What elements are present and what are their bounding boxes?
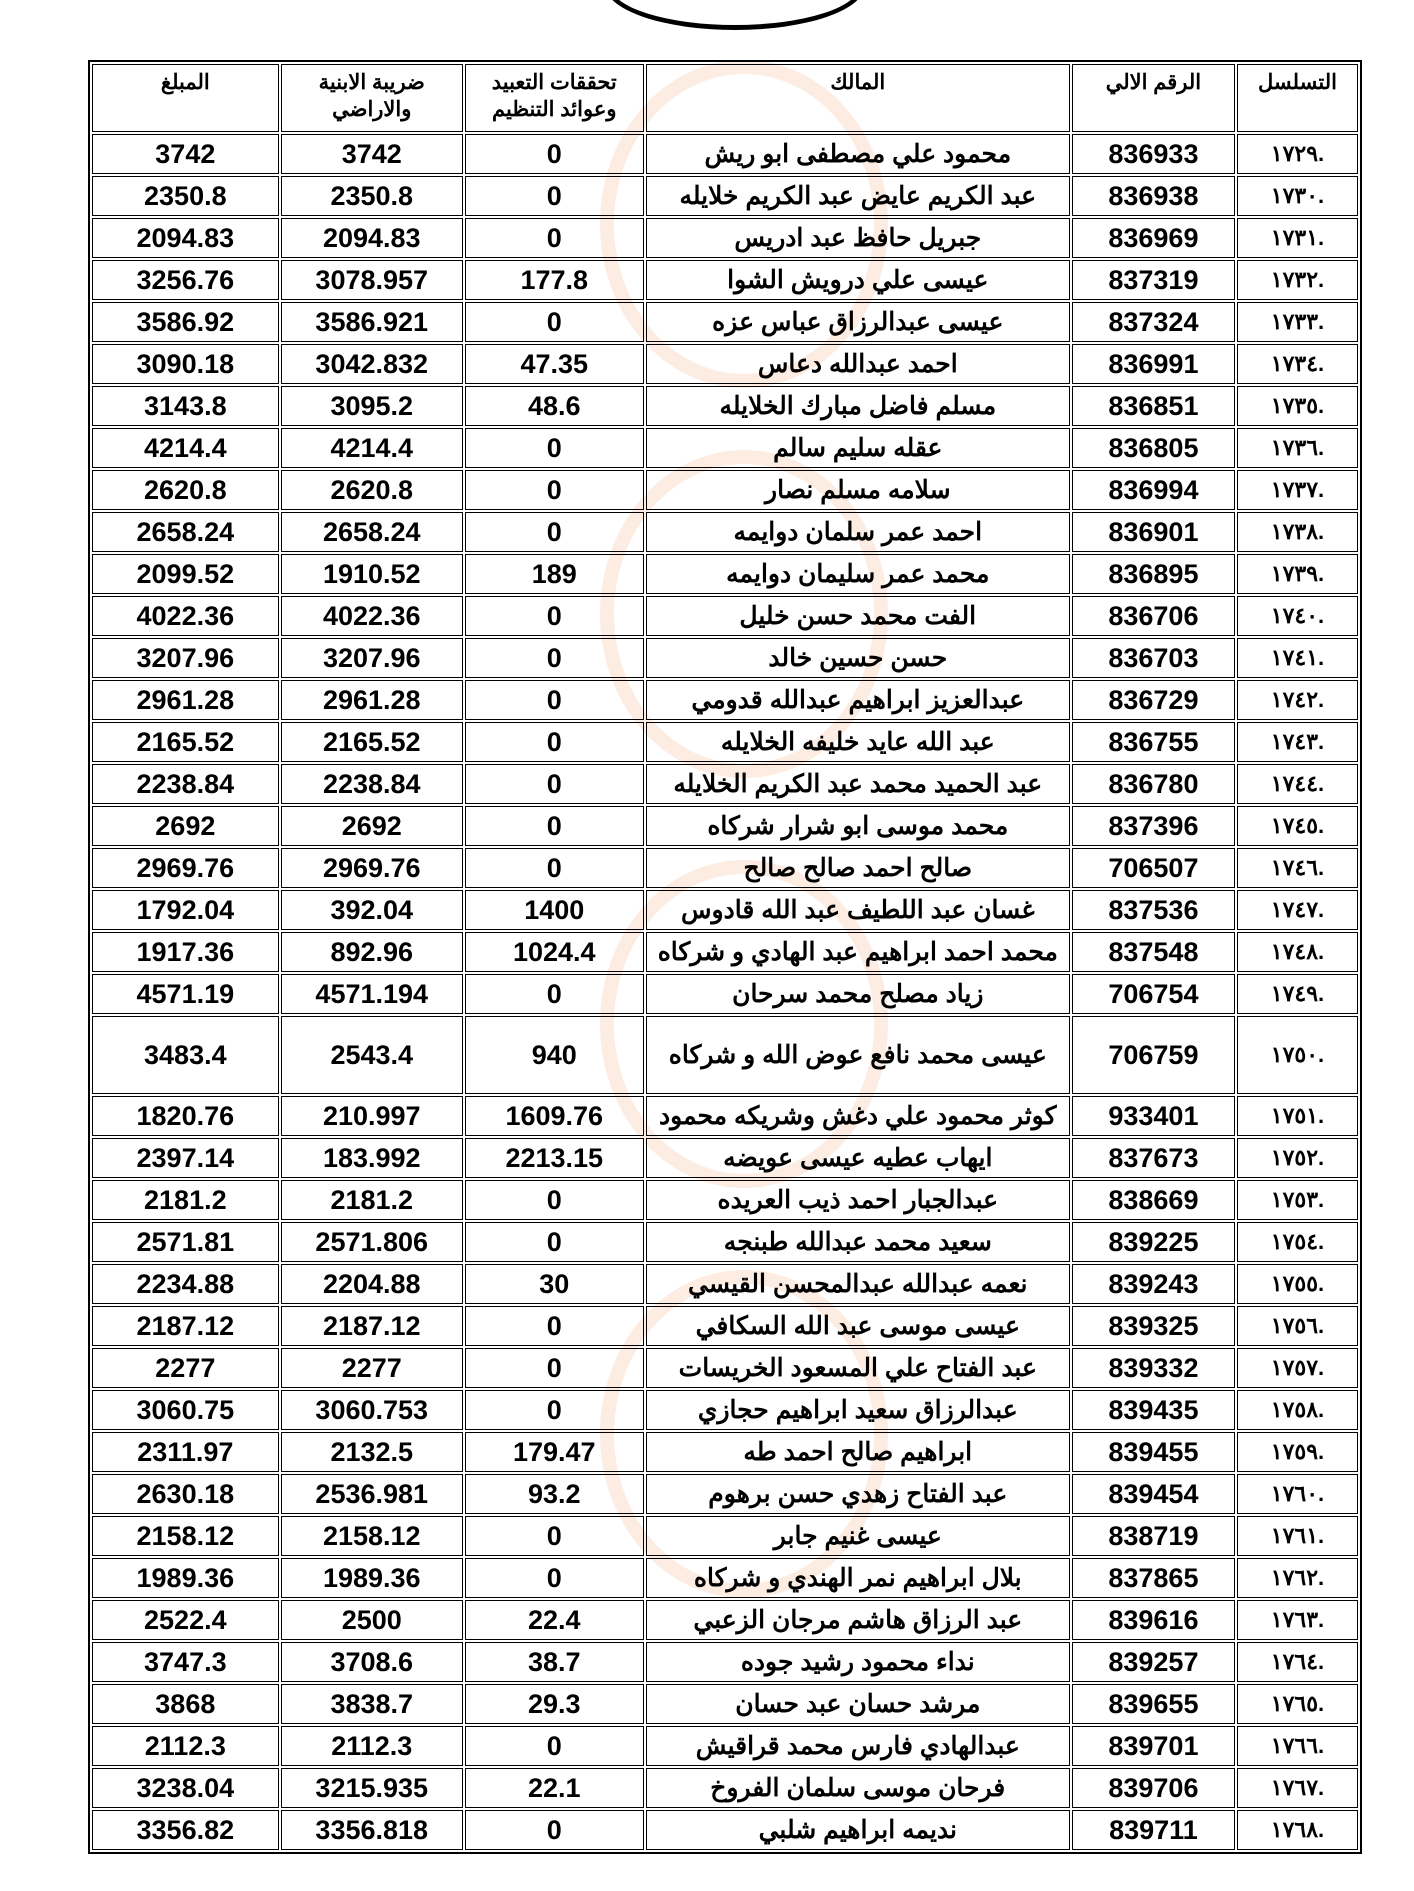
cell-seq: .١٧٦٥ <box>1237 1684 1358 1724</box>
table-row <box>92 470 1358 510</box>
cell-amount: 3742 <box>92 134 279 174</box>
cell-amount: 2658.24 <box>92 512 279 552</box>
cell-id: 836895 <box>1072 554 1235 594</box>
header-id: الرقم الالي <box>1072 64 1235 132</box>
cell-seq: .١٧٤١ <box>1237 638 1358 678</box>
table-row <box>92 260 1358 300</box>
cell-fees: 0 <box>465 974 644 1014</box>
cell-tax: 183.992 <box>281 1138 463 1178</box>
table-row <box>92 1474 1358 1514</box>
cell-id: 839455 <box>1072 1432 1235 1472</box>
cell-id: 836706 <box>1072 596 1235 636</box>
table-row <box>92 680 1358 720</box>
cell-tax: 892.96 <box>281 932 463 972</box>
cell-owner: عبد الكريم عايض عبد الكريم خلايله <box>646 176 1070 216</box>
cell-id: 836805 <box>1072 428 1235 468</box>
cell-seq: .١٧٥٧ <box>1237 1348 1358 1388</box>
cell-owner: عيسى علي درويش الشوا <box>646 260 1070 300</box>
cell-id: 836938 <box>1072 176 1235 216</box>
cell-owner: محمود علي مصطفى ابو ريش <box>646 134 1070 174</box>
cell-seq: .١٧٣١ <box>1237 218 1358 258</box>
cell-id: 837536 <box>1072 890 1235 930</box>
cell-amount: 2238.84 <box>92 764 279 804</box>
cell-owner: عيسى محمد نافع عوض الله و شركاه <box>646 1016 1070 1094</box>
cell-id: 836780 <box>1072 764 1235 804</box>
cell-owner: بلال ابراهيم نمر الهندي و شركاه <box>646 1558 1070 1598</box>
cell-seq: .١٧٤٢ <box>1237 680 1358 720</box>
header-fees: تحققات التعبيد وعوائد التنظيم <box>465 64 644 132</box>
cell-fees: 0 <box>465 1390 644 1430</box>
cell-owner: نداء محمود رشيد جوده <box>646 1642 1070 1682</box>
cell-id: 837548 <box>1072 932 1235 972</box>
cell-seq: .١٧٦٢ <box>1237 1558 1358 1598</box>
cell-seq: .١٧٢٩ <box>1237 134 1358 174</box>
table-row <box>92 428 1358 468</box>
cell-amount: 2522.4 <box>92 1600 279 1640</box>
cell-tax: 2204.88 <box>281 1264 463 1304</box>
table-row <box>92 1138 1358 1178</box>
cell-seq: .١٧٤٠ <box>1237 596 1358 636</box>
cell-id: 837673 <box>1072 1138 1235 1178</box>
cell-tax: 3838.7 <box>281 1684 463 1724</box>
cell-fees: 38.7 <box>465 1642 644 1682</box>
cell-amount: 1792.04 <box>92 890 279 930</box>
cell-owner: محمد احمد ابراهيم عبد الهادي و شركاه <box>646 932 1070 972</box>
cell-seq: .١٧٤٧ <box>1237 890 1358 930</box>
table-row <box>92 386 1358 426</box>
cell-tax: 3708.6 <box>281 1642 463 1682</box>
cell-amount: 2234.88 <box>92 1264 279 1304</box>
cell-id: 836991 <box>1072 344 1235 384</box>
cell-tax: 4571.194 <box>281 974 463 1014</box>
cell-tax: 4214.4 <box>281 428 463 468</box>
table-row <box>92 1096 1358 1136</box>
cell-owner: غسان عبد اللطيف عبد الله قادوس <box>646 890 1070 930</box>
cell-amount: 2311.97 <box>92 1432 279 1472</box>
cell-amount: 2969.76 <box>92 848 279 888</box>
cell-seq: .١٧٥٢ <box>1237 1138 1358 1178</box>
cell-id: 838719 <box>1072 1516 1235 1556</box>
cell-owner: محمد موسى ابو شرار شركاه <box>646 806 1070 846</box>
cell-fees: 0 <box>465 1516 644 1556</box>
cell-tax: 210.997 <box>281 1096 463 1136</box>
table-row <box>92 1390 1358 1430</box>
cell-tax: 1989.36 <box>281 1558 463 1598</box>
cell-owner: عيسى موسى عبد الله السكافي <box>646 1306 1070 1346</box>
cell-tax: 2692 <box>281 806 463 846</box>
cell-amount: 2350.8 <box>92 176 279 216</box>
cell-id: 839454 <box>1072 1474 1235 1514</box>
cell-seq: .١٧٥٤ <box>1237 1222 1358 1262</box>
cell-owner: عبدالعزيز ابراهيم عبدالله قدومي <box>646 680 1070 720</box>
cell-owner: الفت محمد حسن خليل <box>646 596 1070 636</box>
table-row <box>92 1768 1358 1808</box>
cell-fees: 0 <box>465 680 644 720</box>
cell-id: 836933 <box>1072 134 1235 174</box>
cell-tax: 3042.832 <box>281 344 463 384</box>
cell-amount: 2094.83 <box>92 218 279 258</box>
cell-amount: 2187.12 <box>92 1306 279 1346</box>
cell-tax: 2277 <box>281 1348 463 1388</box>
cell-seq: .١٧٥١ <box>1237 1096 1358 1136</box>
cell-amount: 3356.82 <box>92 1810 279 1850</box>
cell-tax: 3356.818 <box>281 1810 463 1850</box>
cell-seq: .١٧٥٥ <box>1237 1264 1358 1304</box>
cell-tax: 4022.36 <box>281 596 463 636</box>
cell-seq: .١٧٤٣ <box>1237 722 1358 762</box>
cell-seq: .١٧٦٦ <box>1237 1726 1358 1766</box>
cell-owner: عبدالجبار احمد ذيب العريده <box>646 1180 1070 1220</box>
cell-owner: عبد الفتاح زهدي حسن برهوم <box>646 1474 1070 1514</box>
cell-amount: 2158.12 <box>92 1516 279 1556</box>
table-row <box>92 176 1358 216</box>
cell-id: 836851 <box>1072 386 1235 426</box>
cell-seq: .١٧٣٦ <box>1237 428 1358 468</box>
cell-fees: 1609.76 <box>465 1096 644 1136</box>
cell-tax: 3078.957 <box>281 260 463 300</box>
cell-owner: حسن حسين خالد <box>646 638 1070 678</box>
cell-fees: 0 <box>465 596 644 636</box>
table-row <box>92 932 1358 972</box>
table-row <box>92 1306 1358 1346</box>
cell-seq: .١٧٦٣ <box>1237 1600 1358 1640</box>
cell-id: 836755 <box>1072 722 1235 762</box>
cell-amount: 2961.28 <box>92 680 279 720</box>
cell-owner: نديمه ابراهيم شلبي <box>646 1810 1070 1850</box>
table-row <box>92 1642 1358 1682</box>
cell-id: 839616 <box>1072 1600 1235 1640</box>
cell-seq: .١٧٥٩ <box>1237 1432 1358 1472</box>
cell-id: 839325 <box>1072 1306 1235 1346</box>
cell-seq: .١٧٤٩ <box>1237 974 1358 1014</box>
cell-fees: 940 <box>465 1016 644 1094</box>
cell-owner: عبد الفتاح علي المسعود الخريسات <box>646 1348 1070 1388</box>
cell-fees: 0 <box>465 764 644 804</box>
cell-id: 837324 <box>1072 302 1235 342</box>
cell-fees: 0 <box>465 512 644 552</box>
cell-id: 839711 <box>1072 1810 1235 1850</box>
cell-fees: 0 <box>465 134 644 174</box>
cell-owner: كوثر محمود علي دغش وشريكه محمود <box>646 1096 1070 1136</box>
cell-owner: احمد عبدالله دعاس <box>646 344 1070 384</box>
cell-owner: عبدالهادي فارس محمد قراقيش <box>646 1726 1070 1766</box>
cell-owner: سعيد محمد عبدالله طبنجه <box>646 1222 1070 1262</box>
cell-amount: 2571.81 <box>92 1222 279 1262</box>
cell-tax: 2181.2 <box>281 1180 463 1220</box>
cell-fees: 0 <box>465 1222 644 1262</box>
cell-fees: 0 <box>465 722 644 762</box>
cell-owner: مرشد حسان عبد حسان <box>646 1684 1070 1724</box>
cell-amount: 3747.3 <box>92 1642 279 1682</box>
cell-amount: 2112.3 <box>92 1726 279 1766</box>
header-seq: التسلسل <box>1237 64 1358 132</box>
cell-seq: .١٧٥٣ <box>1237 1180 1358 1220</box>
cell-seq: .١٧٦٤ <box>1237 1642 1358 1682</box>
cell-id: 836969 <box>1072 218 1235 258</box>
cell-fees: 0 <box>465 302 644 342</box>
cell-tax: 3207.96 <box>281 638 463 678</box>
cell-amount: 3868 <box>92 1684 279 1724</box>
cell-amount: 2165.52 <box>92 722 279 762</box>
table-row <box>92 134 1358 174</box>
cell-amount: 1989.36 <box>92 1558 279 1598</box>
table-row <box>92 722 1358 762</box>
cell-fees: 177.8 <box>465 260 644 300</box>
cell-fees: 93.2 <box>465 1474 644 1514</box>
cell-owner: احمد عمر سلمان دوايمه <box>646 512 1070 552</box>
cell-amount: 1820.76 <box>92 1096 279 1136</box>
cell-tax: 2187.12 <box>281 1306 463 1346</box>
cell-tax: 2238.84 <box>281 764 463 804</box>
cell-owner: جبريل حافظ عبد ادريس <box>646 218 1070 258</box>
cell-amount: 3143.8 <box>92 386 279 426</box>
cell-seq: .١٧٦١ <box>1237 1516 1358 1556</box>
table-row <box>92 1810 1358 1850</box>
cell-fees: 0 <box>465 428 644 468</box>
table-row <box>92 1684 1358 1724</box>
cell-seq: .١٧٥٦ <box>1237 1306 1358 1346</box>
cell-tax: 2094.83 <box>281 218 463 258</box>
cell-owner: عبد الله عايد خليفه الخلايله <box>646 722 1070 762</box>
cell-tax: 2658.24 <box>281 512 463 552</box>
cell-amount: 4214.4 <box>92 428 279 468</box>
cell-fees: 47.35 <box>465 344 644 384</box>
cell-amount: 2181.2 <box>92 1180 279 1220</box>
table-row <box>92 344 1358 384</box>
cell-fees: 0 <box>465 1348 644 1388</box>
cell-id: 839332 <box>1072 1348 1235 1388</box>
table-row <box>92 302 1358 342</box>
cell-owner: زياد مصلح محمد سرحان <box>646 974 1070 1014</box>
header-tax: ضريبة الابنية والاراضي <box>281 64 463 132</box>
cell-id: 706759 <box>1072 1016 1235 1094</box>
cell-tax: 3586.921 <box>281 302 463 342</box>
cell-id: 839225 <box>1072 1222 1235 1262</box>
table-row <box>92 890 1358 930</box>
cell-owner: عقله سليم سالم <box>646 428 1070 468</box>
cell-id: 836901 <box>1072 512 1235 552</box>
table-row <box>92 848 1358 888</box>
cell-tax: 3742 <box>281 134 463 174</box>
cell-amount: 1917.36 <box>92 932 279 972</box>
header-owner: المالك <box>646 64 1070 132</box>
cell-seq: .١٧٣٨ <box>1237 512 1358 552</box>
cell-id: 836703 <box>1072 638 1235 678</box>
cell-amount: 2620.8 <box>92 470 279 510</box>
cell-fees: 0 <box>465 848 644 888</box>
cell-amount: 3483.4 <box>92 1016 279 1094</box>
cell-id: 839435 <box>1072 1390 1235 1430</box>
cell-fees: 1024.4 <box>465 932 644 972</box>
cell-id: 933401 <box>1072 1096 1235 1136</box>
cell-owner: عبدالرزاق سعيد ابراهيم حجازي <box>646 1390 1070 1430</box>
table-row <box>92 1222 1358 1262</box>
cell-seq: .١٧٤٤ <box>1237 764 1358 804</box>
cell-owner: فرحان موسى سلمان الفروخ <box>646 1768 1070 1808</box>
cell-fees: 0 <box>465 638 644 678</box>
table-row <box>92 596 1358 636</box>
cell-fees: 0 <box>465 1726 644 1766</box>
cell-seq: .١٧٦٧ <box>1237 1768 1358 1808</box>
owners-tax-table <box>88 60 1362 1854</box>
cell-tax: 2158.12 <box>281 1516 463 1556</box>
cell-id: 839243 <box>1072 1264 1235 1304</box>
cell-id: 839706 <box>1072 1768 1235 1808</box>
table-row <box>92 806 1358 846</box>
cell-owner: عبد الرزاق هاشم مرجان الزعبي <box>646 1600 1070 1640</box>
cell-fees: 189 <box>465 554 644 594</box>
cell-id: 706754 <box>1072 974 1235 1014</box>
cell-amount: 3207.96 <box>92 638 279 678</box>
table-row <box>92 1180 1358 1220</box>
cell-fees: 0 <box>465 1558 644 1598</box>
cell-seq: .١٧٣٩ <box>1237 554 1358 594</box>
cell-id: 837865 <box>1072 1558 1235 1598</box>
cell-fees: 0 <box>465 806 644 846</box>
cell-seq: .١٧٣٥ <box>1237 386 1358 426</box>
cell-tax: 3060.753 <box>281 1390 463 1430</box>
table-row <box>92 1558 1358 1598</box>
table-row <box>92 1516 1358 1556</box>
cell-tax: 2350.8 <box>281 176 463 216</box>
cell-tax: 2112.3 <box>281 1726 463 1766</box>
cell-owner: صالح احمد صالح صالح <box>646 848 1070 888</box>
cell-seq: .١٧٤٦ <box>1237 848 1358 888</box>
cell-fees: 22.1 <box>465 1768 644 1808</box>
cell-tax: 3215.935 <box>281 1768 463 1808</box>
cell-id: 838669 <box>1072 1180 1235 1220</box>
table-row <box>92 1600 1358 1640</box>
cell-seq: .١٧٦٠ <box>1237 1474 1358 1514</box>
cell-fees: 29.3 <box>465 1684 644 1724</box>
cell-id: 837319 <box>1072 260 1235 300</box>
cell-fees: 0 <box>465 1306 644 1346</box>
cell-fees: 0 <box>465 1810 644 1850</box>
table-row <box>92 512 1358 552</box>
table-row <box>92 1348 1358 1388</box>
table-header-row <box>92 64 1358 132</box>
cell-id: 839257 <box>1072 1642 1235 1682</box>
cell-fees: 1400 <box>465 890 644 930</box>
cell-seq: .١٧٥٠ <box>1237 1016 1358 1094</box>
cell-seq: .١٧٣٤ <box>1237 344 1358 384</box>
cell-id: 836729 <box>1072 680 1235 720</box>
cell-tax: 2620.8 <box>281 470 463 510</box>
cell-owner: عبد الحميد محمد عبد الكريم الخلايله <box>646 764 1070 804</box>
cell-amount: 3256.76 <box>92 260 279 300</box>
cell-id: 836994 <box>1072 470 1235 510</box>
stamp-circle-outline <box>605 0 865 30</box>
cell-tax: 2500 <box>281 1600 463 1640</box>
cell-owner: ابراهيم صالح احمد طه <box>646 1432 1070 1472</box>
cell-tax: 2165.52 <box>281 722 463 762</box>
cell-owner: مسلم فاضل مبارك الخلايله <box>646 386 1070 426</box>
table-row <box>92 764 1358 804</box>
cell-owner: ايهاب عطيه عيسى عويضه <box>646 1138 1070 1178</box>
table-row <box>92 974 1358 1014</box>
cell-tax: 2536.981 <box>281 1474 463 1514</box>
cell-owner: سلامه مسلم نصار <box>646 470 1070 510</box>
cell-tax: 3095.2 <box>281 386 463 426</box>
cell-seq: .١٧٤٥ <box>1237 806 1358 846</box>
cell-amount: 3586.92 <box>92 302 279 342</box>
cell-owner: محمد عمر سليمان دوايمه <box>646 554 1070 594</box>
table-row <box>92 1264 1358 1304</box>
cell-amount: 2277 <box>92 1348 279 1388</box>
cell-seq: .١٧٣٧ <box>1237 470 1358 510</box>
cell-fees: 0 <box>465 470 644 510</box>
cell-amount: 2692 <box>92 806 279 846</box>
cell-tax: 2571.806 <box>281 1222 463 1262</box>
cell-id: 839701 <box>1072 1726 1235 1766</box>
table-row <box>92 638 1358 678</box>
cell-fees: 179.47 <box>465 1432 644 1472</box>
cell-fees: 22.4 <box>465 1600 644 1640</box>
cell-amount: 3090.18 <box>92 344 279 384</box>
cell-tax: 2132.5 <box>281 1432 463 1472</box>
cell-fees: 30 <box>465 1264 644 1304</box>
cell-fees: 0 <box>465 1180 644 1220</box>
cell-fees: 0 <box>465 176 644 216</box>
cell-tax: 392.04 <box>281 890 463 930</box>
cell-amount: 3238.04 <box>92 1768 279 1808</box>
cell-seq: .١٧٣٠ <box>1237 176 1358 216</box>
cell-fees: 48.6 <box>465 386 644 426</box>
cell-id: 706507 <box>1072 848 1235 888</box>
table-row <box>92 554 1358 594</box>
cell-amount: 2397.14 <box>92 1138 279 1178</box>
cell-fees: 2213.15 <box>465 1138 644 1178</box>
cell-amount: 4571.19 <box>92 974 279 1014</box>
cell-owner: عيسى غنيم جابر <box>646 1516 1070 1556</box>
cell-amount: 3060.75 <box>92 1390 279 1430</box>
cell-amount: 2099.52 <box>92 554 279 594</box>
cell-amount: 2630.18 <box>92 1474 279 1514</box>
table-row <box>92 1016 1358 1094</box>
cell-seq: .١٧٥٨ <box>1237 1390 1358 1430</box>
cell-seq: .١٧٦٨ <box>1237 1810 1358 1850</box>
table-row <box>92 1726 1358 1766</box>
cell-owner: عيسى عبدالرزاق عباس عزه <box>646 302 1070 342</box>
cell-id: 837396 <box>1072 806 1235 846</box>
cell-tax: 1910.52 <box>281 554 463 594</box>
cell-owner: نعمه عبدالله عبدالمحسن القيسي <box>646 1264 1070 1304</box>
cell-seq: .١٧٣٢ <box>1237 260 1358 300</box>
cell-tax: 2543.4 <box>281 1016 463 1094</box>
table-row <box>92 218 1358 258</box>
cell-seq: .١٧٣٣ <box>1237 302 1358 342</box>
cell-id: 839655 <box>1072 1684 1235 1724</box>
header-amount: المبلغ <box>92 64 279 132</box>
cell-seq: .١٧٤٨ <box>1237 932 1358 972</box>
cell-fees: 0 <box>465 218 644 258</box>
cell-amount: 4022.36 <box>92 596 279 636</box>
cell-tax: 2969.76 <box>281 848 463 888</box>
cell-tax: 2961.28 <box>281 680 463 720</box>
table-row <box>92 1432 1358 1472</box>
